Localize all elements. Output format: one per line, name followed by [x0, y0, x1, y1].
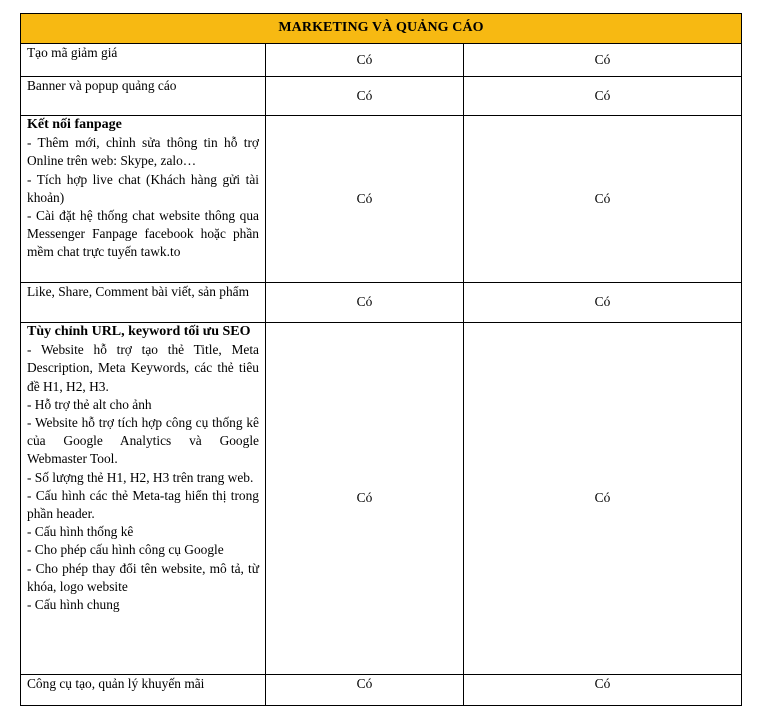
value-cell-plan-1: Có — [266, 675, 464, 706]
feature-detail-line: - Cấu hình thống kê — [27, 524, 134, 540]
value-cell-plan-1: Có — [266, 77, 464, 116]
value-cell-plan-1: Có — [266, 283, 464, 323]
value-cell-plan-2: Có — [464, 283, 742, 323]
feature-label: Tạo mã giảm giá — [27, 45, 118, 60]
feature-label: Like, Share, Comment bài viết, sản phẩm — [27, 284, 250, 299]
section-title: MARKETING VÀ QUẢNG CÁO — [21, 14, 742, 44]
value-cell-plan-2: Có — [464, 323, 742, 675]
table-header-row — [21, 14, 742, 44]
feature-detail-line: - Cài đặt hệ thống chat website thông qua Messenger Fanpage facebook hoặc phần mềm chat trực tuyến tawk.to — [27, 208, 259, 260]
feature-cell — [21, 116, 266, 283]
table-row — [21, 44, 742, 77]
value-cell-plan-1: Có — [266, 44, 464, 77]
value-cell-plan-2: Có — [464, 116, 742, 283]
feature-detail-line: - Thêm mới, chỉnh sửa thông tin hỗ trợ Online trên web: Skype, zalo… — [27, 135, 259, 169]
feature-detail-line: - Website hỗ trợ tạo thẻ Title, Meta Description, Meta Keywords, các thẻ tiêu đề H1, H2, H3. — [27, 342, 259, 394]
value-cell-plan-2: Có — [464, 44, 742, 77]
feature-detail-line: - Cấu hình các thẻ Meta-tag hiển thị trong phần header. — [27, 487, 259, 522]
feature-detail-line: - Cho phép cấu hình công cụ Google — [27, 542, 224, 558]
feature-cell — [21, 323, 266, 675]
feature-cell — [21, 283, 266, 323]
feature-detail-line: - Tích hợp live chat (Khách hàng gửi tài khoản) — [27, 171, 259, 205]
feature-detail-line: - Cấu hình chung — [27, 597, 120, 613]
value-cell-plan-2: Có — [464, 77, 742, 116]
feature-cell — [21, 675, 266, 706]
feature-detail-line: - Cho phép thay đổi tên website, mô tả, từ khóa, logo website — [27, 560, 259, 594]
table-row — [21, 323, 742, 675]
value-cell-plan-1: Có — [266, 116, 464, 283]
table-row — [21, 675, 742, 706]
marketing-feature-table — [20, 13, 742, 706]
feature-cell — [21, 44, 266, 77]
feature-label: Banner và popup quảng cáo — [27, 78, 177, 93]
feature-detail-line: - Hỗ trợ thẻ alt cho ảnh — [27, 396, 152, 412]
feature-detail-line: - Số lượng thẻ H1, H2, H3 trên trang web. — [27, 469, 254, 485]
table-row — [21, 283, 742, 323]
table-row — [21, 116, 742, 283]
feature-title: Tùy chỉnh URL, keyword tối ưu SEO — [27, 324, 251, 339]
table-row — [21, 77, 742, 116]
feature-label: Công cụ tạo, quản lý khuyến mãi — [27, 676, 205, 691]
feature-cell — [21, 77, 266, 116]
feature-title: Kết nối fanpage — [27, 117, 122, 132]
feature-detail-line: - Website hỗ trợ tích hợp công cụ thống kê của Google Analytics và Google Webmaster Tool. — [27, 415, 259, 467]
value-cell-plan-2: Có — [464, 675, 742, 706]
value-cell-plan-1: Có — [266, 323, 464, 675]
